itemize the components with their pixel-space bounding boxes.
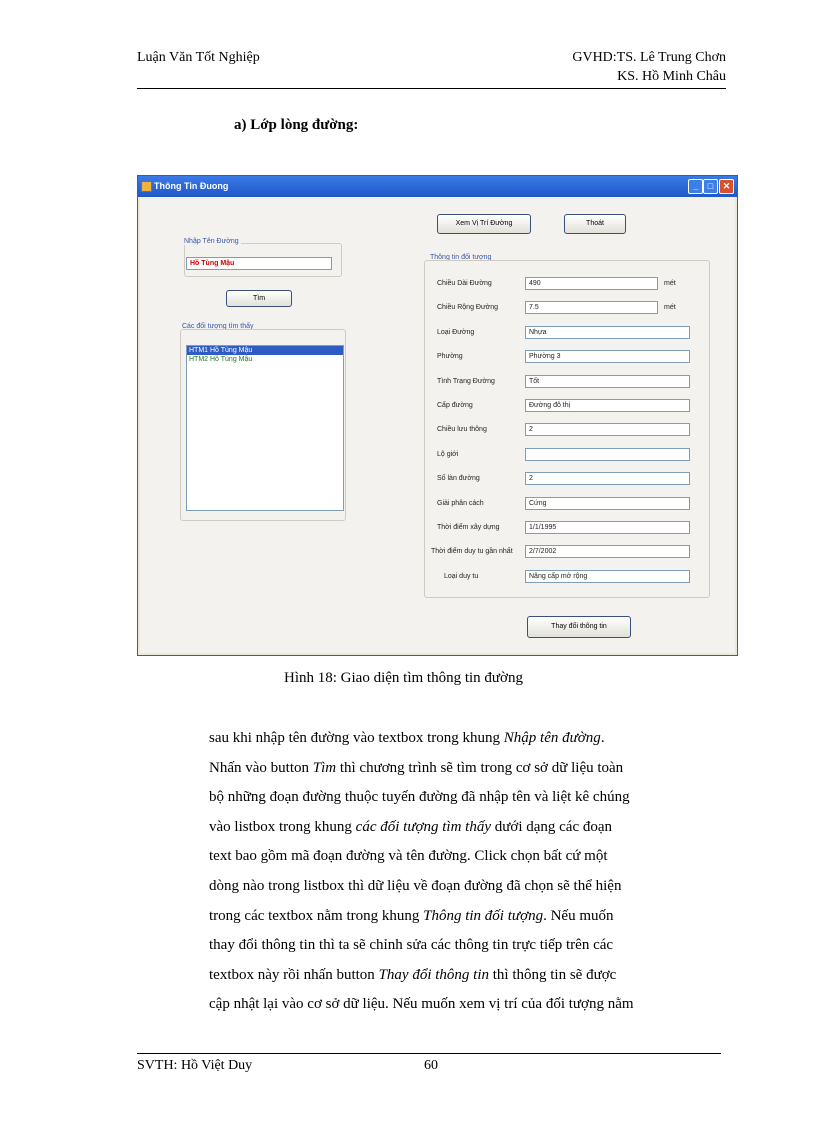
footer-rule bbox=[137, 1053, 721, 1054]
field-label: Giải phân cách bbox=[437, 500, 484, 507]
window-client bbox=[140, 197, 735, 653]
minimize-icon[interactable]: _ bbox=[688, 179, 703, 194]
field-input[interactable]: 1/1/1995 bbox=[525, 521, 690, 534]
paragraph-line bbox=[209, 730, 719, 747]
paragraph-line bbox=[209, 878, 719, 895]
field-label: Chiều Rộng Đường bbox=[437, 304, 499, 311]
road-name-input[interactable]: Hồ Tùng Mậu bbox=[186, 257, 332, 270]
paragraph-line bbox=[209, 967, 719, 984]
field-input[interactable]: 2 bbox=[525, 423, 690, 436]
field-unit: mét bbox=[664, 280, 676, 287]
paragraph-line bbox=[209, 819, 719, 836]
search-button[interactable]: Tìm bbox=[226, 290, 292, 307]
italic-term: Thông tin đối tượng bbox=[423, 908, 544, 924]
view-location-button[interactable]: Xem Vị Trí Đường bbox=[437, 214, 531, 234]
window-title: Thông Tin Đuong bbox=[154, 181, 229, 191]
field-label: Thời điểm xây dựng bbox=[437, 524, 500, 531]
paragraph-text: Nhấn vào button bbox=[209, 760, 313, 776]
results-group-label: Các đối tượng tìm thấy bbox=[182, 323, 254, 330]
section-title: a) Lớp lòng đường: bbox=[234, 117, 359, 133]
list-item[interactable]: HTM2 Hồ Tùng Mậu bbox=[189, 356, 253, 363]
paragraph-text: text bao gồm mã đoạn đường và tên đường. Click chọn bất cứ một bbox=[209, 848, 608, 864]
paragraph-text: . bbox=[600, 730, 605, 746]
field-label: Loại duy tu bbox=[444, 573, 479, 580]
exit-button[interactable]: Thoát bbox=[564, 214, 626, 234]
field-input[interactable]: Cứng bbox=[525, 497, 690, 510]
paragraph-text: textbox này rồi nhấn button bbox=[209, 967, 379, 983]
field-label: Chiều Dài Đường bbox=[437, 280, 492, 287]
italic-term: Nhập tên đường bbox=[503, 730, 601, 746]
field-label: Chiều lưu thông bbox=[437, 426, 487, 433]
paragraph-text: vào listbox trong khung bbox=[209, 819, 356, 835]
paragraph-line bbox=[209, 789, 719, 806]
header-right-line1: GVHD:TS. Lê Trung Chơn bbox=[572, 50, 726, 65]
paragraph-text: sau khi nhập tên đường vào textbox trong khung bbox=[209, 730, 504, 746]
field-input[interactable]: Nhựa bbox=[525, 326, 690, 339]
field-label: Số làn đường bbox=[437, 475, 480, 482]
field-input[interactable]: 2/7/2002 bbox=[525, 545, 690, 558]
header-rule bbox=[137, 88, 726, 89]
paragraph-line bbox=[209, 848, 719, 865]
update-info-button[interactable]: Thay đổi thông tin bbox=[527, 616, 631, 638]
paragraph-text: dưới dạng các đoạn bbox=[491, 819, 613, 835]
paragraph-text: thay đổi thông tin thì ta sẽ chỉnh sửa các thông tin trực tiếp trên các bbox=[209, 937, 614, 953]
paragraph-text: thì chương trình sẽ tìm trong cơ sở dữ liệu toàn bbox=[336, 760, 624, 776]
list-item[interactable]: HTM1 Hồ Tùng Mậu bbox=[187, 346, 343, 355]
field-input[interactable]: 490 bbox=[525, 277, 658, 290]
field-input[interactable]: 7.5 bbox=[525, 301, 658, 314]
field-unit: mét bbox=[664, 304, 676, 311]
field-input[interactable]: 2 bbox=[525, 472, 690, 485]
italic-term: Thay đổi thông tin bbox=[378, 967, 489, 983]
paragraph-text: thì thông tin sẽ được bbox=[488, 967, 617, 983]
header-left: Luận Văn Tốt Nghiệp bbox=[137, 50, 260, 65]
italic-term: Tìm bbox=[312, 760, 337, 776]
field-input[interactable]: Tốt bbox=[525, 375, 690, 388]
info-group-label: Thông tin đối tượng bbox=[430, 254, 492, 261]
field-label: Phường bbox=[437, 353, 463, 360]
italic-term: các đối tượng tìm thấy bbox=[355, 819, 492, 835]
paragraph-line bbox=[209, 760, 719, 777]
field-label: Lộ giới bbox=[437, 451, 459, 458]
footer-author: SVTH: Hồ Việt Duy bbox=[137, 1058, 253, 1073]
close-icon[interactable]: ✕ bbox=[719, 179, 734, 194]
app-window-screenshot bbox=[137, 175, 738, 656]
field-label: Cấp đường bbox=[437, 402, 473, 409]
field-label: Loại Đường bbox=[437, 329, 475, 336]
field-input[interactable]: Đường đô thị bbox=[525, 399, 690, 412]
paragraph-text: . Nếu muốn bbox=[543, 908, 614, 924]
paragraph-line bbox=[209, 996, 719, 1013]
paragraph-text: bộ những đoạn đường thuộc tuyến đường đã nhập tên và liệt kê chúng bbox=[209, 789, 630, 805]
paragraph-line bbox=[209, 937, 719, 954]
results-listbox[interactable] bbox=[186, 345, 344, 511]
header-right-line2: KS. Hồ Minh Châu bbox=[617, 69, 726, 84]
window-titlebar bbox=[138, 176, 737, 197]
paragraph-text: trong các textbox nằm trong khung bbox=[209, 908, 424, 924]
paragraph-text: dòng nào trong listbox thì dữ liệu về đoạn đường đã chọn sẽ thể hiện bbox=[209, 878, 622, 894]
app-icon bbox=[141, 181, 152, 192]
field-input[interactable]: Nâng cấp mở rộng bbox=[525, 570, 690, 583]
field-label: Thời điểm duy tu gần nhất bbox=[431, 548, 513, 555]
paragraph-text: cập nhật lại vào cơ sở dữ liệu. Nếu muốn xem vị trí của đối tượng nằm bbox=[209, 996, 634, 1012]
page-number: 60 bbox=[424, 1058, 438, 1073]
field-label: Tình Trạng Đường bbox=[437, 378, 495, 385]
field-input[interactable] bbox=[525, 448, 690, 461]
maximize-icon[interactable]: □ bbox=[703, 179, 718, 194]
paragraph-line bbox=[209, 908, 719, 925]
field-input[interactable]: Phường 3 bbox=[525, 350, 690, 363]
search-group-label: Nhập Tên Đường bbox=[184, 238, 239, 245]
figure-caption: Hình 18: Giao diện tìm thông tin đường bbox=[284, 670, 523, 686]
